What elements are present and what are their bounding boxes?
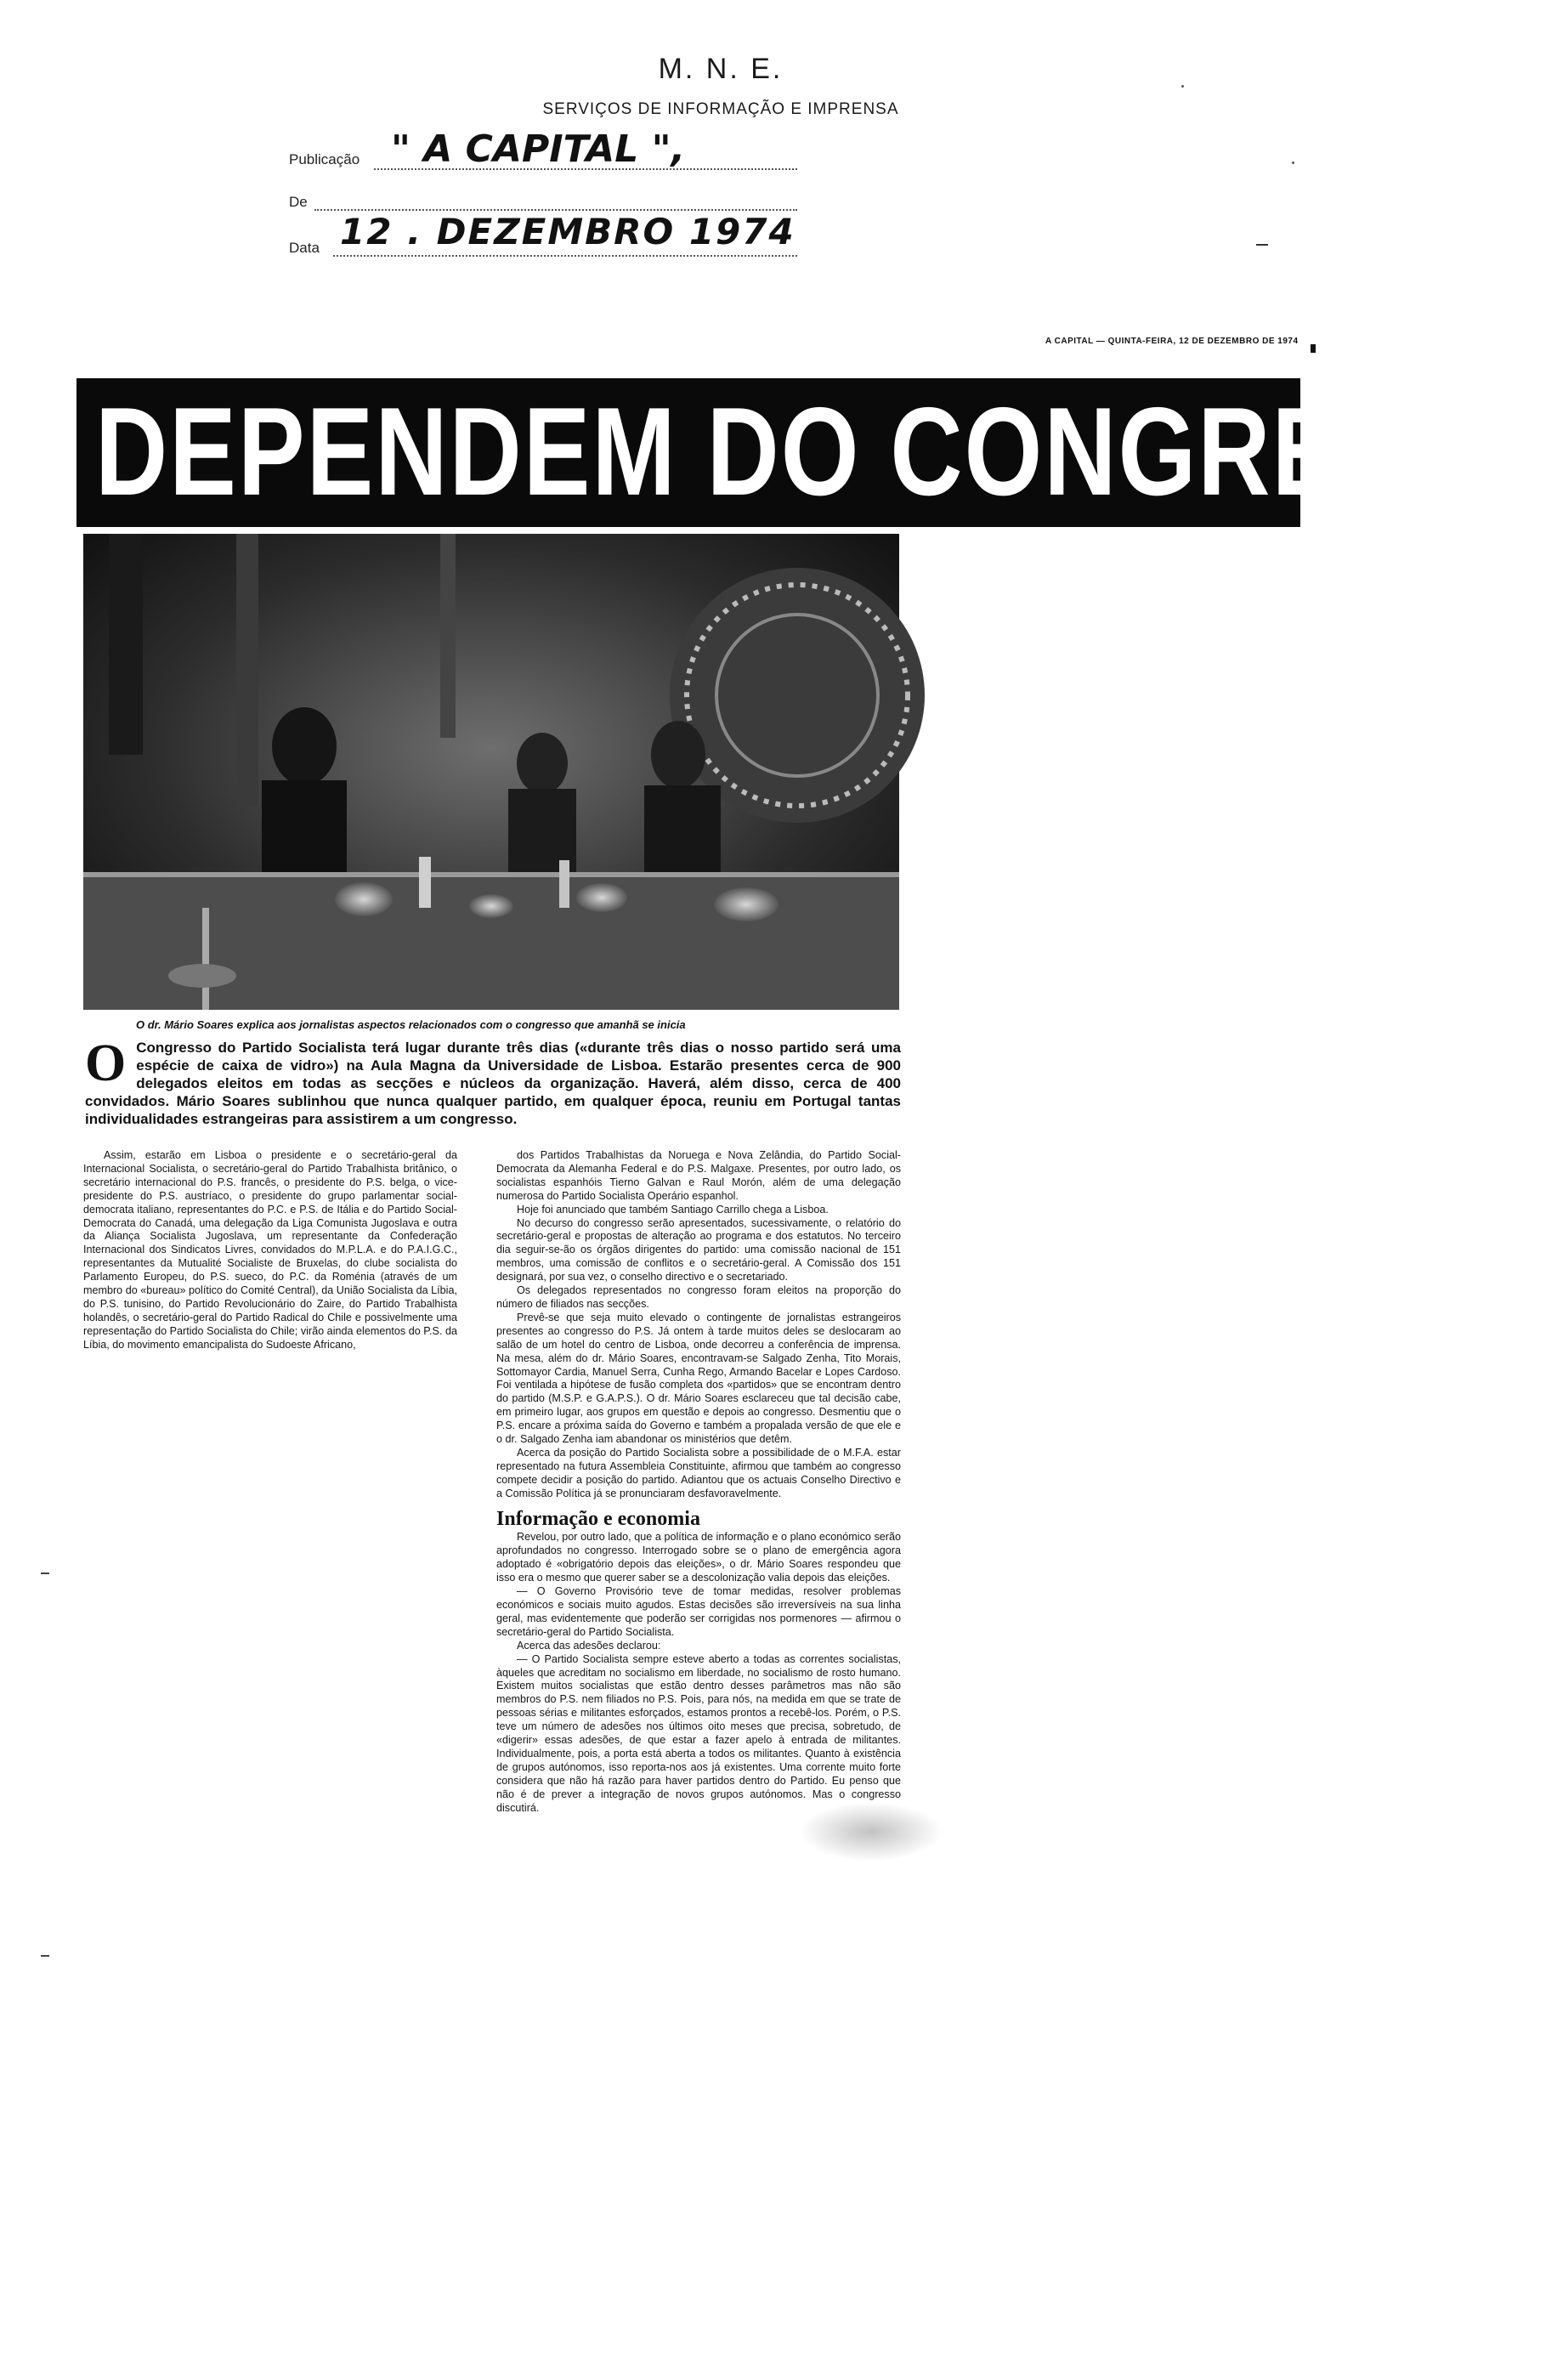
article-column-right	[496, 1149, 901, 1816]
field-label-from: De	[289, 194, 308, 210]
press-conference-photo	[83, 534, 899, 1010]
press-conference-photo-icon	[83, 534, 899, 1010]
headline-banner	[76, 378, 1557, 527]
paper-speck	[1181, 85, 1184, 88]
article-paragraph: Prevê-se que seja muito elevado o contingente de jornalistas estrangeiros presentes ao congresso do P.S. Já ontem à tarde muitos deles se deslocaram ao salão de um hotel do centro de Lisboa, onde decorreu a conferência de imprensa. Na mesa, além do dr. Mário Soares, encontravam-se Salgado Zenha, Tito Morais, Sottomayor Cardia, Manuel Serra, Cunha Rego, Armando Bacelar e Lopes Cardoso. Foi ventilada a hipótese de fusão completa dos «partidos» que se encontram dentro do partido (M.S.P. e G.A.P.S.). O dr. Mário Soares esclareceu que tal decisão cabe, em primeiro lugar, aos grupos em questão e depois ao congresso. Desmentiu que o P.S. encare a próxima saída do Governo e também a propalada versão de que ele e o dr. Salgado Zenha iam abandonar os ministérios que detêm.	[496, 1311, 901, 1446]
article-column-left	[83, 1149, 457, 1352]
article-paragraph: Hoje foi anunciado que também Santiago Carrillo chega a Lisboa.	[517, 1203, 829, 1216]
field-value-date: 12 . DEZEMBRO 1974	[340, 211, 795, 252]
article-paragraph: — O Governo Provisório teve de tomar medidas, resolver problemas económicos e sociais muito agudos. Estas decisões são irreversíveis na sua linha geral, mas evidentemente que poderão ser corrigidas nos pormenores — afirmou o secretário-geral do Partido Socialista.	[496, 1585, 901, 1638]
lead-text: Congresso do Partido Socialista terá lugar durante três dias («durante três dias o nosso partido será uma espécie de caixa de vidro») na Aula Magna da Universidade de Lisboa. Estarão presentes cerca de 900 delegados eleitos em todas as secções e núcleos da organização. Haverá, além disso, cerca de 400 convidados. Mário Soares sublinhou que nunca qualquer partido, em qualquer época, reuniu em Portugal tantas individualidades estrangeiras para assistirem a um congresso.	[85, 1040, 901, 1127]
paper-mark	[41, 1572, 49, 1574]
article-paragraph: dos Partidos Trabalhistas da Noruega e Nova Zelândia, do Partido Social-Democrata da Alemanha Federal e do P.S. Malgaxe. Presentes, por outro lado, os socialistas espanhóis Tierno Galvan e Raul Morón, além de uma delegação numerosa do Partido Socialista Operário espanhol.	[496, 1149, 901, 1202]
paper-mark	[1256, 244, 1268, 246]
page-marker	[1311, 344, 1316, 353]
paper-speck	[1292, 162, 1294, 164]
drop-cap: O	[85, 1034, 127, 1092]
paper-mark	[41, 1955, 49, 1957]
headline: DEPENDEM DO CONGRESSO	[95, 382, 1557, 523]
field-label-publication: Publicação	[289, 151, 360, 167]
field-line-date	[333, 255, 797, 257]
field-value-publication: " A CAPITAL ",	[391, 128, 686, 171]
section-subheading: Informação e economia	[496, 1507, 700, 1530]
article-paragraph: — O Partido Socialista sempre esteve aberto a todas as correntes socialistas, àqueles que acreditam no socialismo em liberdade, no socialismo de rosto humano. Existem muitos socialistas que estão dentro desses parâmetros mas não são membros do P.S. nem filiados no P.S. Pois, para nós, na medida em que se trate de pessoas sérias e militantes esforçados, estamos prontos a recebê-los. Porém, o P.S. teve um número de adesões nos últimos oito meses que precisa, sobretudo, de «digerir» essas adesões, de que estar a fazer apelo à entrada de militantes. Individualmente, pois, a porta está aberta a todos os militantes. Quanto à existência de grupos autónomos, isso reporta-nos aos já existentes. Uma corrente muito forte considera que não há razão para haver partidos dentro do Partido. Eu penso que não é de prever a integração de novos grupos autónomos. Mas o congresso discutirá.	[496, 1652, 901, 1814]
article-paragraph: Acerca da posição do Partido Socialista sobre a possibilidade de o M.F.A. estar representado na futura Assembleia Constituinte, afirmou que também ao congresso compete decidir a posição do partido. Adiantou que os actuais Conselho Directivo e a Comissão Política já se pronunciaram desfavoravelmente.	[496, 1446, 901, 1499]
article-paragraph: Acerca das adesões declarou:	[517, 1639, 661, 1652]
lead-paragraph	[85, 1034, 901, 1128]
article-paragraph: Revelou, por outro lado, que a política de informação e o plano económico serão aprofundados no congresso. Interrogado sobre se o plano de emergência agora adoptado é «obrigatório depois das eleições», o dr. Mário Soares respondeu que isso era o mesmo que querer saber se a descolonização valia depois das eleições.	[496, 1531, 901, 1584]
photo-caption: O dr. Mário Soares explica aos jornalistas aspectos relacionados com o congresso que amanhã se inicia	[136, 1018, 686, 1031]
ministry-title: M. N. E.	[658, 53, 784, 85]
field-label-date: Data	[289, 240, 320, 256]
article-paragraph: Os delegados representados no congresso foram eleitos na proporção do número de filiados nas secções.	[496, 1284, 901, 1310]
article-paragraph: No decurso do congresso serão apresentados, sucessivamente, o relatório do secretário-geral e propostas de alteração ao programa e dos estatutos. No terceiro dia seguir-se-ão os órgãos dirigentes do partido: uma comissão nacional de 151 membros, uma comissão de conflitos e o secretário-geral. A Comissão dos 151 designará, por sua vez, o conselho directivo e o secretariado.	[496, 1216, 901, 1284]
service-name: SERVIÇOS DE INFORMAÇÃO E IMPRENSA	[542, 100, 899, 118]
print-smudge	[799, 1802, 943, 1862]
newspaper-running-head: A CAPITAL — QUINTA-FEIRA, 12 DE DEZEMBRO DE 1974	[1045, 337, 1299, 346]
article-paragraph: Assim, estarão em Lisboa o presidente e o secretário-geral da Internacional Socialista, o secretário-geral do Partido Trabalhista britânico, o secretário internacional do P.S. francês, o presidente do P.S. belga, o vice-presidente do P.S. austríaco, o presidente do grupo parlamentar social-democrata italiano, representantes do P.C. e P.S. de Itália e do Partido Social-Democrata do Canadá, uma delegação da Liga Comunista Jugoslava e outra da Aliança Socialista Jugoslava, um representante da Confederação Internacional dos Sindicatos Livres, convidados do M.P.L.A. e do P.A.I.G.C., representantes da Mutualité Socialiste de Bruxelas, do clube socialista do Parlamento Europeu, do P.S. sueco, do P.C. da Roménia (através de um membro do «bureau» político do Comité Central), da União Socialista da Líbia, do P.S. tunisino, do Partido Revolucionário do Zaire, do Partido Trabalhista holandês, o secretário-geral do Partido Radical do Chile e possivelmente uma representação do Partido Socialista do Chile; virão ainda elementos do P.S. da Líbia, do movimento emancipalista do Sudoeste Africano,	[83, 1149, 457, 1351]
